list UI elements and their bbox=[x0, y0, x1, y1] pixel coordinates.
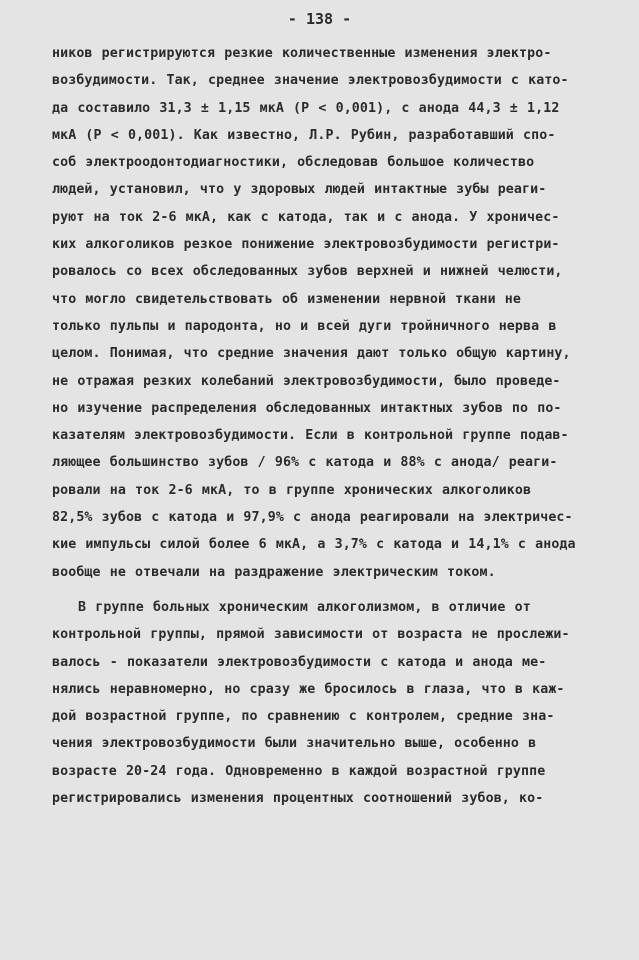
paragraph-gap bbox=[52, 586, 594, 594]
text-line: возбудимости. Так, среднее значение электровозбудимости с като- bbox=[52, 73, 569, 89]
text-line: что могло свидетельствовать об изменении нервной ткани не bbox=[52, 291, 522, 307]
text-line: 82,5% зубов с катода и 97,9% с анода реагировали на электричес- bbox=[52, 510, 573, 526]
text-line: возрасте 20-24 года. Одновременно в каждой возрастной группе bbox=[52, 763, 546, 779]
text-line: мкА (Р < 0,001). Как известно, Л.Р. Рубин, разработавший спо- bbox=[52, 127, 556, 143]
text-line: да составило 31,3 ± 1,15 мкА (Р < 0,001), с анода 44,3 ± 1,12 bbox=[52, 100, 560, 116]
text-line: дой возрастной группе, по сравнению с контролем, средние зна- bbox=[52, 709, 555, 725]
text-line: регистрировались изменения процентных соотношений зубов, ко- bbox=[52, 791, 544, 807]
paragraph bbox=[52, 40, 594, 586]
text-line: соб электроодонтодиагностики, обследовав большое количество bbox=[52, 155, 535, 171]
text-line: целом. Понимая, что средние значения дают только общую картину, bbox=[52, 346, 571, 362]
text-line: В группе больных хроническим алкоголизмом, в отличие от bbox=[78, 599, 531, 615]
text-line: нялись неравномерно, но сразу же бросилось в глаза, что в каж- bbox=[52, 681, 565, 697]
text-line: ляющее большинство зубов / 96% с катода и 88% с анода/ реаги- bbox=[52, 455, 558, 471]
text-line: ников регистрируются резкие количественные изменения электро- bbox=[52, 46, 552, 61]
text-line: людей, установил, что у здоровых людей интактные зубы реаги- bbox=[52, 182, 547, 198]
page-number: - 138 - bbox=[287, 10, 352, 28]
text-line: ровали на ток 2-6 мкА, то в группе хронических алкоголиков bbox=[52, 482, 532, 498]
text-line: не отражая резких колебаний электровозбудимости, было проведе- bbox=[52, 373, 561, 389]
text-line: ровалось со всех обследованных зубов верхней и нижней челюсти, bbox=[52, 264, 563, 280]
text-line: кие импульсы силой более 6 мкА, а 3,7% с катода и 14,1% с анода bbox=[52, 537, 576, 553]
paragraph bbox=[52, 594, 594, 812]
text-line: казателям электровозбудимости. Если в контрольной группе подав- bbox=[52, 428, 569, 444]
text-line: контрольной группы, прямой зависимости от возраста не прослежи- bbox=[52, 627, 570, 643]
text-line: но изучение распределения обследованных интактных зубов по по- bbox=[52, 400, 562, 416]
body-text bbox=[52, 40, 594, 812]
text-line: только пульпы и пародонта, но и всей дуги тройничного нерва в bbox=[52, 318, 557, 334]
text-line: вообще не отвечали на раздражение электрическим током. bbox=[52, 564, 496, 580]
text-line: руют на ток 2-6 мкА, как с катода, так и с анода. У хроничес- bbox=[52, 209, 560, 225]
text-line: ких алкоголиков резкое понижение электровозбудимости регистри- bbox=[52, 237, 560, 253]
text-line: чения электровозбудимости были значительно выше, особенно в bbox=[52, 736, 537, 752]
text-line: валось - показатели электровозбудимости с катода и анода ме- bbox=[52, 654, 547, 670]
